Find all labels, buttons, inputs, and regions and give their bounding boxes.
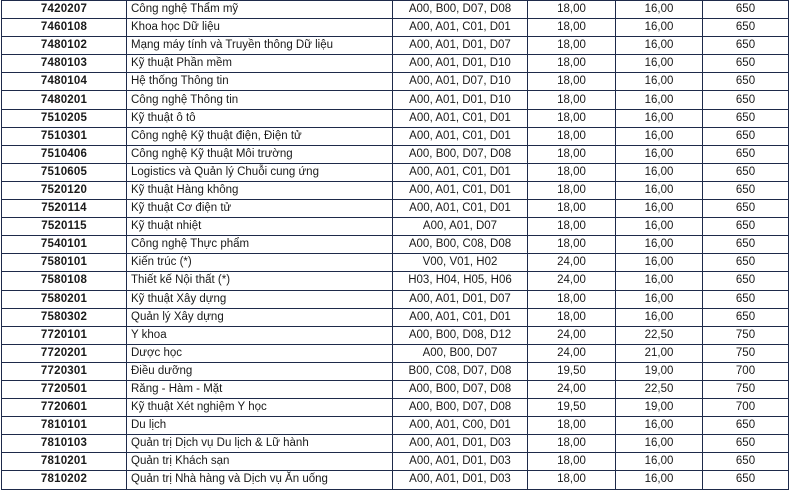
major-code-cell: 7510205: [2, 109, 127, 127]
subject-combination-cell: A00, A01, C01, D01: [393, 19, 528, 37]
major-code-cell: 7510605: [2, 163, 127, 181]
minimum-score-cell: 16,00: [616, 236, 703, 254]
table-row: [2, 218, 789, 236]
major-code-cell: 7720501: [2, 380, 127, 398]
subject-combination-cell: B00, C08, D07, D08: [393, 362, 528, 380]
requirement-score-cell: 650: [703, 19, 789, 37]
requirement-score-cell: 650: [703, 453, 789, 471]
requirement-score-cell: 750: [703, 380, 789, 398]
minimum-score-cell: 16,00: [616, 218, 703, 236]
minimum-score-cell: 16,00: [616, 109, 703, 127]
table-row: [2, 163, 789, 181]
admission-score-cell: 18,00: [528, 435, 616, 453]
requirement-score-cell: 650: [703, 127, 789, 145]
requirement-score-cell: 650: [703, 55, 789, 73]
requirement-score-cell: 650: [703, 417, 789, 435]
major-code-cell: 7480201: [2, 91, 127, 109]
admission-score-cell: 18,00: [528, 1, 616, 19]
requirement-score-cell: 650: [703, 37, 789, 55]
subject-combination-cell: A00, A01, C00, D01: [393, 417, 528, 435]
major-name-cell: Quản lý Xây dựng: [127, 308, 393, 326]
major-name-cell: Kỹ thuật Xét nghiệm Y học: [127, 399, 393, 417]
subject-combination-cell: A00, B00, C08, D08: [393, 236, 528, 254]
admission-score-cell: 19,50: [528, 399, 616, 417]
major-name-cell: Quản trị Khách sạn: [127, 453, 393, 471]
major-name-cell: Kiến trúc (*): [127, 254, 393, 272]
admission-score-cell: 18,00: [528, 290, 616, 308]
subject-combination-cell: A00, A01, C01, D01: [393, 109, 528, 127]
major-code-cell: 7720201: [2, 344, 127, 362]
major-code-cell: 7580108: [2, 272, 127, 290]
table-row: [2, 272, 789, 290]
admission-score-cell: 18,00: [528, 163, 616, 181]
major-code-cell: 7420207: [2, 1, 127, 19]
requirement-score-cell: 700: [703, 399, 789, 417]
major-code-cell: 7720601: [2, 399, 127, 417]
requirement-score-cell: 650: [703, 218, 789, 236]
major-name-cell: Công nghệ Thực phẩm: [127, 236, 393, 254]
major-name-cell: Kỹ thuật Cơ điện tử: [127, 200, 393, 218]
admission-score-cell: 18,00: [528, 181, 616, 199]
subject-combination-cell: A00, B00, D07: [393, 344, 528, 362]
admission-score-cell: 24,00: [528, 254, 616, 272]
major-code-cell: 7520115: [2, 218, 127, 236]
minimum-score-cell: 16,00: [616, 435, 703, 453]
minimum-score-cell: 16,00: [616, 1, 703, 19]
major-name-cell: Thiết kế Nội thất (*): [127, 272, 393, 290]
major-code-cell: 7480103: [2, 55, 127, 73]
requirement-score-cell: 650: [703, 290, 789, 308]
requirement-score-cell: 650: [703, 109, 789, 127]
requirement-score-cell: 650: [703, 181, 789, 199]
table-row: [2, 127, 789, 145]
major-name-cell: Công nghệ Thẩm mỹ: [127, 1, 393, 19]
subject-combination-cell: A00, A01, C01, D01: [393, 181, 528, 199]
major-code-cell: 7810202: [2, 471, 127, 489]
major-code-cell: 7510301: [2, 127, 127, 145]
requirement-score-cell: 650: [703, 1, 789, 19]
major-code-cell: 7810201: [2, 453, 127, 471]
major-code-cell: 7810103: [2, 435, 127, 453]
table-row: [2, 55, 789, 73]
subject-combination-cell: A00, A01, C01, D01: [393, 163, 528, 181]
requirement-score-cell: 650: [703, 272, 789, 290]
subject-combination-cell: A00, A01, D07, D10: [393, 73, 528, 91]
admission-score-cell: 18,00: [528, 19, 616, 37]
admission-score-cell: 18,00: [528, 109, 616, 127]
major-name-cell: Quản trị Dịch vụ Du lịch & Lữ hành: [127, 435, 393, 453]
major-name-cell: Khoa học Dữ liệu: [127, 19, 393, 37]
table-row: [2, 435, 789, 453]
minimum-score-cell: 16,00: [616, 272, 703, 290]
subject-combination-cell: A00, B00, D07, D08: [393, 399, 528, 417]
subject-combination-cell: A00, A01, D01, D03: [393, 435, 528, 453]
major-name-cell: Mạng máy tính và Truyền thông Dữ liệu: [127, 37, 393, 55]
admission-score-cell: 18,00: [528, 218, 616, 236]
minimum-score-cell: 22,50: [616, 380, 703, 398]
major-name-cell: Răng - Hàm - Mặt: [127, 380, 393, 398]
table-row: [2, 73, 789, 91]
requirement-score-cell: 650: [703, 308, 789, 326]
subject-combination-cell: A00, A01, C01, D01: [393, 200, 528, 218]
table-row: [2, 145, 789, 163]
table-row: [2, 362, 789, 380]
requirement-score-cell: 700: [703, 362, 789, 380]
subject-combination-cell: A00, A01, D07: [393, 218, 528, 236]
major-name-cell: Dược học: [127, 344, 393, 362]
major-code-cell: 7520114: [2, 200, 127, 218]
major-name-cell: Kỹ thuật Phần mềm: [127, 55, 393, 73]
minimum-score-cell: 16,00: [616, 471, 703, 489]
admission-score-cell: 18,00: [528, 308, 616, 326]
major-name-cell: Kỹ thuật nhiệt: [127, 218, 393, 236]
minimum-score-cell: 19,00: [616, 362, 703, 380]
table-row: [2, 344, 789, 362]
table-row: [2, 326, 789, 344]
subject-combination-cell: A00, A01, D01, D03: [393, 453, 528, 471]
requirement-score-cell: 650: [703, 236, 789, 254]
minimum-score-cell: 16,00: [616, 200, 703, 218]
admission-score-cell: 18,00: [528, 236, 616, 254]
requirement-score-cell: 650: [703, 73, 789, 91]
minimum-score-cell: 16,00: [616, 308, 703, 326]
table-row: [2, 19, 789, 37]
minimum-score-cell: 16,00: [616, 417, 703, 435]
minimum-score-cell: 16,00: [616, 145, 703, 163]
table-body: [2, 1, 789, 490]
subject-combination-cell: A00, B00, D07, D08: [393, 1, 528, 19]
requirement-score-cell: 650: [703, 254, 789, 272]
admission-score-cell: 18,00: [528, 73, 616, 91]
major-name-cell: Quản trị Nhà hàng và Dịch vụ Ăn uống: [127, 471, 393, 489]
subject-combination-cell: A00, B00, D08, D12: [393, 326, 528, 344]
major-code-cell: 7510406: [2, 145, 127, 163]
minimum-score-cell: 16,00: [616, 163, 703, 181]
subject-combination-cell: A00, A01, C01, D01: [393, 308, 528, 326]
requirement-score-cell: 650: [703, 163, 789, 181]
admission-score-cell: 18,00: [528, 37, 616, 55]
admission-score-cell: 18,00: [528, 145, 616, 163]
major-name-cell: Du lịch: [127, 417, 393, 435]
major-code-cell: 7810101: [2, 417, 127, 435]
minimum-score-cell: 16,00: [616, 254, 703, 272]
admissions-table: [1, 0, 789, 490]
major-name-cell: Kỹ thuật Hàng không: [127, 181, 393, 199]
table-row: [2, 181, 789, 199]
major-code-cell: 7520120: [2, 181, 127, 199]
major-name-cell: Logistics và Quản lý Chuỗi cung ứng: [127, 163, 393, 181]
major-code-cell: 7720301: [2, 362, 127, 380]
major-code-cell: 7460108: [2, 19, 127, 37]
major-name-cell: Công nghệ Thông tin: [127, 91, 393, 109]
major-code-cell: 7480104: [2, 73, 127, 91]
major-name-cell: Công nghệ Kỹ thuật Môi trường: [127, 145, 393, 163]
table-row: [2, 200, 789, 218]
table-row: [2, 399, 789, 417]
minimum-score-cell: 16,00: [616, 37, 703, 55]
subject-combination-cell: A00, A01, D01, D03: [393, 471, 528, 489]
major-name-cell: Kỹ thuật Xây dựng: [127, 290, 393, 308]
major-name-cell: Hệ thống Thông tin: [127, 73, 393, 91]
requirement-score-cell: 650: [703, 471, 789, 489]
major-code-cell: 7480102: [2, 37, 127, 55]
table-row: [2, 417, 789, 435]
table-row: [2, 308, 789, 326]
minimum-score-cell: 16,00: [616, 290, 703, 308]
admission-score-cell: 24,00: [528, 344, 616, 362]
table-row: [2, 37, 789, 55]
subject-combination-cell: A00, A01, D01, D07: [393, 37, 528, 55]
major-code-cell: 7720101: [2, 326, 127, 344]
admission-score-cell: 18,00: [528, 417, 616, 435]
admission-score-cell: 18,00: [528, 471, 616, 489]
table-row: [2, 290, 789, 308]
major-code-cell: 7580101: [2, 254, 127, 272]
major-code-cell: 7540101: [2, 236, 127, 254]
major-code-cell: 7580302: [2, 308, 127, 326]
subject-combination-cell: H03, H04, H05, H06: [393, 272, 528, 290]
requirement-score-cell: 750: [703, 326, 789, 344]
admission-score-cell: 24,00: [528, 326, 616, 344]
subject-combination-cell: A00, B00, D07, D08: [393, 145, 528, 163]
table-row: [2, 236, 789, 254]
requirement-score-cell: 650: [703, 200, 789, 218]
minimum-score-cell: 16,00: [616, 73, 703, 91]
table-row: [2, 109, 789, 127]
minimum-score-cell: 16,00: [616, 91, 703, 109]
subject-combination-cell: V00, V01, H02: [393, 254, 528, 272]
table-row: [2, 380, 789, 398]
subject-combination-cell: A00, B00, D07, D08: [393, 380, 528, 398]
major-code-cell: 7580201: [2, 290, 127, 308]
admission-score-cell: 18,00: [528, 200, 616, 218]
requirement-score-cell: 650: [703, 145, 789, 163]
requirement-score-cell: 650: [703, 435, 789, 453]
minimum-score-cell: 16,00: [616, 453, 703, 471]
subject-combination-cell: A00, A01, D01, D07: [393, 290, 528, 308]
minimum-score-cell: 16,00: [616, 19, 703, 37]
admission-score-cell: 18,00: [528, 55, 616, 73]
table-row: [2, 453, 789, 471]
table-row: [2, 1, 789, 19]
major-name-cell: Y khoa: [127, 326, 393, 344]
admission-score-cell: 24,00: [528, 272, 616, 290]
table-row: [2, 254, 789, 272]
minimum-score-cell: 16,00: [616, 55, 703, 73]
admission-score-cell: 24,00: [528, 380, 616, 398]
subject-combination-cell: A00, A01, D01, D10: [393, 91, 528, 109]
requirement-score-cell: 750: [703, 344, 789, 362]
minimum-score-cell: 16,00: [616, 181, 703, 199]
table-row: [2, 91, 789, 109]
minimum-score-cell: 21,00: [616, 344, 703, 362]
table-row: [2, 471, 789, 489]
admission-score-cell: 18,00: [528, 91, 616, 109]
admission-score-cell: 19,50: [528, 362, 616, 380]
admission-score-cell: 18,00: [528, 453, 616, 471]
subject-combination-cell: A00, A01, D01, D10: [393, 55, 528, 73]
subject-combination-cell: A00, A01, C01, D01: [393, 127, 528, 145]
minimum-score-cell: 19,00: [616, 399, 703, 417]
major-name-cell: Điều dưỡng: [127, 362, 393, 380]
minimum-score-cell: 22,50: [616, 326, 703, 344]
minimum-score-cell: 16,00: [616, 127, 703, 145]
major-name-cell: Kỹ thuật ô tô: [127, 109, 393, 127]
requirement-score-cell: 650: [703, 91, 789, 109]
major-name-cell: Công nghệ Kỹ thuật điện, Điện tử: [127, 127, 393, 145]
admission-score-cell: 18,00: [528, 127, 616, 145]
